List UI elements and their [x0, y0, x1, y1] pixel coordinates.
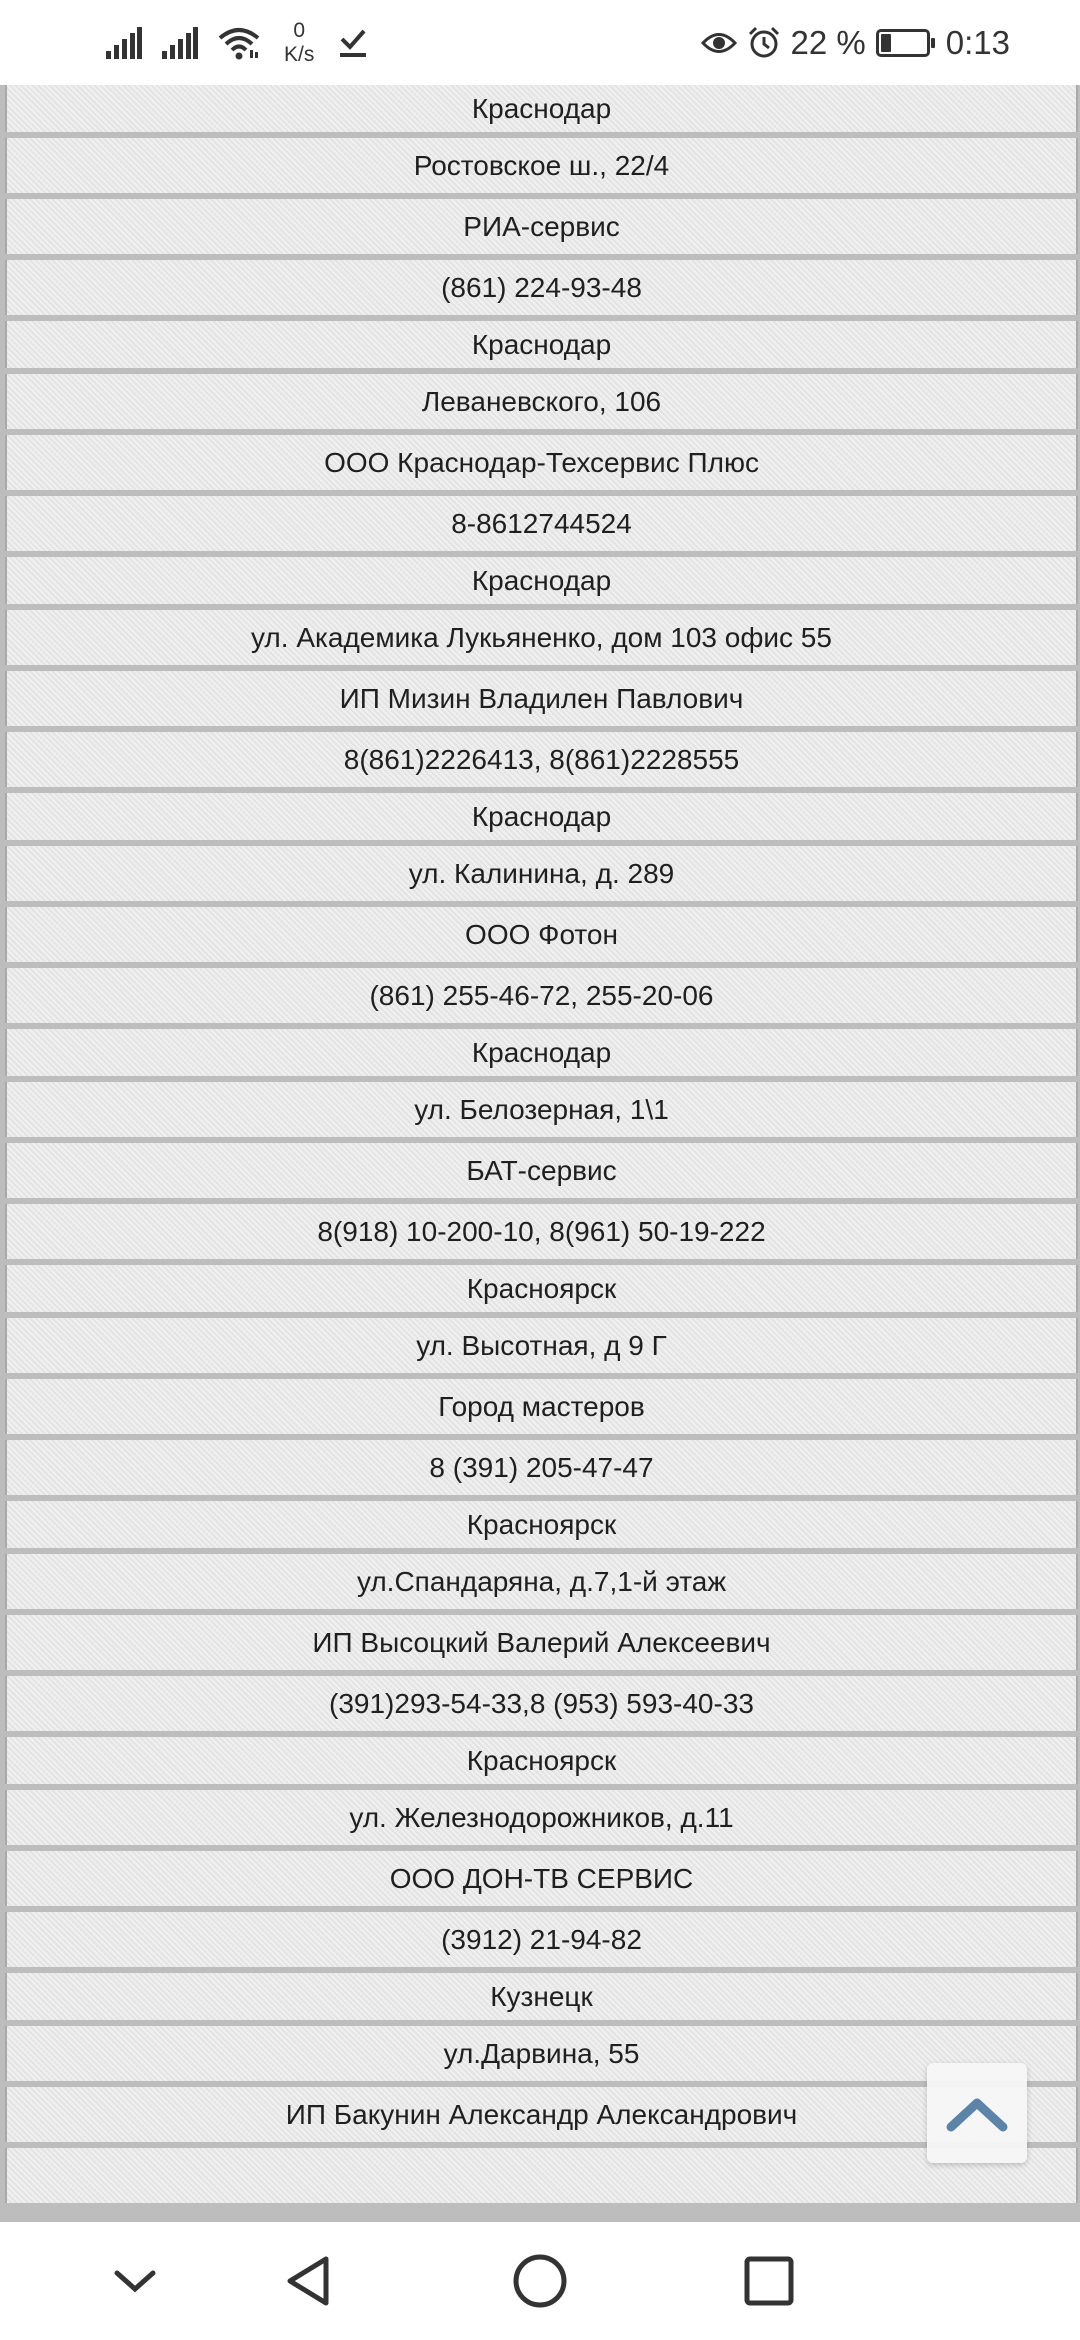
table-cell: ИП Высоцкий Валерий Алексеевич [5, 1615, 1078, 1670]
table-cell: Ростовское ш., 22/4 [5, 138, 1078, 193]
battery-level-fill [881, 34, 891, 52]
network-speed [284, 19, 314, 67]
chevron-up-icon [945, 2093, 1009, 2133]
table-cell: (391)293-54-33,8 (953) 593-40-33 [5, 1676, 1078, 1731]
table-cell: 8(918) 10-200-10, 8(961) 50-19-222 [5, 1204, 1078, 1259]
table-cell-city: Краснодар [5, 557, 1078, 604]
table-cell: ООО Краснодар-Техсервис Плюс [5, 435, 1078, 490]
back-button[interactable] [275, 2248, 341, 2314]
download-done-icon [338, 27, 368, 59]
status-bar-left [106, 18, 368, 68]
scroll-to-top-button[interactable] [927, 2063, 1027, 2163]
back-icon [280, 2253, 336, 2309]
signal-icon [106, 27, 142, 59]
table-cell-city: Краснодар [5, 321, 1078, 368]
home-button[interactable] [507, 2248, 573, 2314]
table-cell: (861) 255-46-72, 255-20-06 [5, 968, 1078, 1023]
table-cell: ул.Дарвина, 55 [5, 2026, 1078, 2081]
table-cell: ООО Фотон [5, 907, 1078, 962]
table-cell: 8-8612744524 [5, 496, 1078, 551]
status-bar [0, 0, 1080, 85]
table-cell: Леваневского, 106 [5, 374, 1078, 429]
table-cell: (3912) 21-94-82 [5, 1912, 1078, 1967]
status-bar-right [701, 18, 1010, 68]
table-cell-city: Краснодар [5, 1029, 1078, 1076]
recents-button[interactable] [736, 2248, 802, 2314]
hide-nav-button[interactable] [102, 2248, 168, 2314]
eye-icon [701, 30, 737, 56]
table-cell-city: Краснодар [5, 793, 1078, 840]
table-cell: ул. Железнодорожников, д.11 [5, 1790, 1078, 1845]
table-cell-city: Кузнецк [5, 1973, 1078, 2020]
alarm-icon [747, 26, 781, 60]
wifi-icon [218, 26, 260, 60]
table-cell: ИП Бакунин Александр Александрович [5, 2087, 1078, 2142]
table-cell: 8 (391) 205-47-47 [5, 1440, 1078, 1495]
recents-icon [741, 2253, 797, 2309]
table-cell: БАТ-сервис [5, 1143, 1078, 1198]
table-cell: ул. Академика Лукьяненко, дом 103 офис 55 [5, 610, 1078, 665]
network-speed-unit: K/s [284, 43, 315, 66]
table-cell: ул.Спандаряна, д.7,1-й этаж [5, 1554, 1078, 1609]
table-cell: ул. Калинина, д. 289 [5, 846, 1078, 901]
table-cell: ул. Высотная, д 9 Г [5, 1318, 1078, 1373]
table-rows [0, 26, 1080, 2209]
table-cell-city: Краснодар [5, 85, 1078, 132]
table-cell-city: Красноярск [5, 1265, 1078, 1312]
table-cell [5, 2148, 1078, 2203]
signal-icon [162, 27, 198, 59]
battery-percent: 22 % [790, 24, 866, 61]
home-icon [510, 2251, 570, 2311]
table-cell: (861) 224-93-48 [5, 260, 1078, 315]
battery-icon [876, 29, 930, 57]
table-cell-city: Красноярск [5, 1501, 1078, 1548]
table-cell: ООО ДОН-ТВ СЕРВИС [5, 1851, 1078, 1906]
table-cell: Город мастеров [5, 1379, 1078, 1434]
table-cell: 8(861)2226413, 8(861)2228555 [5, 732, 1078, 787]
table-cell-city: Красноярск [5, 1737, 1078, 1784]
table-cell: РИА-сервис [5, 199, 1078, 254]
network-speed-value: 0 [293, 19, 306, 42]
chevron-down-icon [113, 2267, 157, 2295]
navigation-bar [0, 2222, 1080, 2340]
clock: 0:13 [945, 24, 1010, 61]
table-cell: ИП Мизин Владилен Павлович [5, 671, 1078, 726]
table-cell: ул. Белозерная, 1\1 [5, 1082, 1078, 1137]
